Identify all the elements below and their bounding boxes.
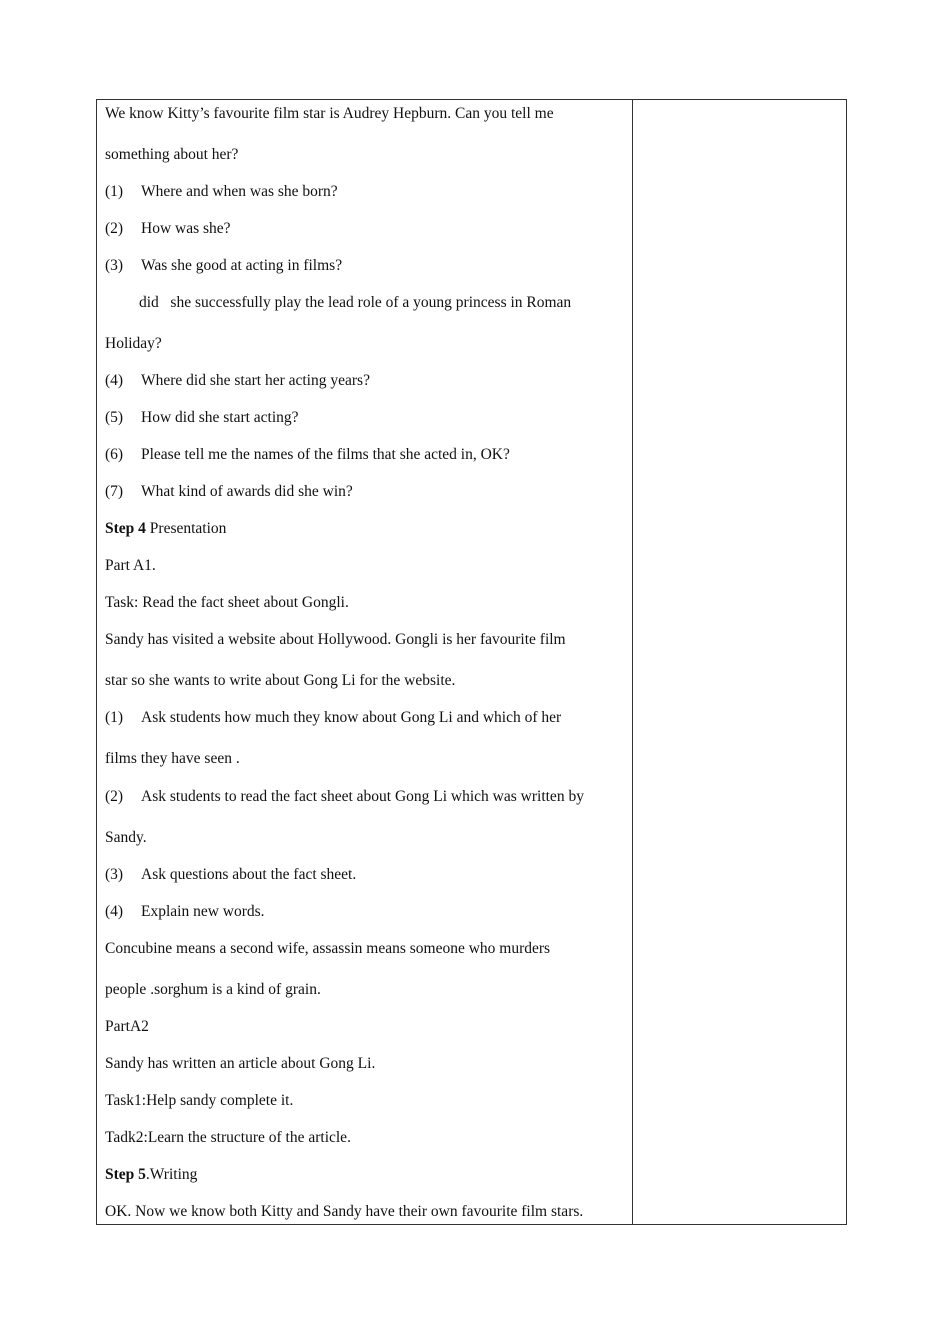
list-item — [105, 182, 338, 202]
list-text: How did she start acting? — [141, 409, 299, 426]
list-number: (4) — [105, 372, 124, 389]
step-title: Presentation — [145, 520, 227, 537]
text-line: PartA2 — [105, 1018, 149, 1035]
list-number: (2) — [105, 220, 124, 237]
list-text: Please tell me the names of the films that she acted in, OK? — [141, 446, 510, 463]
text-line: did she successfully play the lead role of a young princess in Roman — [139, 294, 572, 311]
list-item — [105, 708, 561, 728]
list-text: Ask questions about the fact sheet. — [141, 866, 357, 883]
text-line: star so she wants to write about Gong Li for the website. — [105, 672, 456, 689]
list-item — [105, 408, 299, 428]
step-label: Step 5 — [105, 1166, 146, 1183]
list-text: How was she? — [141, 220, 231, 237]
text-line: Holiday? — [105, 335, 162, 352]
text-line: Concubine means a second wife, assassin means someone who murders — [105, 940, 551, 957]
text-line: OK. Now we know both Kitty and Sandy have their own favourite film stars. — [105, 1203, 584, 1220]
list-item — [105, 219, 231, 239]
list-item — [105, 787, 584, 807]
list-item — [105, 445, 510, 465]
list-text: Explain new words. — [141, 903, 265, 920]
list-number: (4) — [105, 903, 124, 920]
text-line: Tadk2:Learn the structure of the article. — [105, 1129, 351, 1146]
list-number: (3) — [105, 257, 124, 274]
list-text: What kind of awards did she win? — [141, 483, 353, 500]
step-heading — [105, 1165, 197, 1185]
list-number: (1) — [105, 183, 124, 200]
list-item — [105, 371, 370, 391]
list-text: Was she good at acting in films? — [141, 257, 343, 274]
list-number: (7) — [105, 483, 124, 500]
step-title: .Writing — [145, 1166, 198, 1183]
text-line: something about her? — [105, 146, 239, 163]
list-text: Where did she start her acting years? — [141, 372, 370, 389]
text-line: Task: Read the fact sheet about Gongli. — [105, 594, 349, 611]
list-item — [105, 482, 353, 502]
notes-cell — [633, 100, 846, 1224]
text-line: films they have seen . — [105, 750, 240, 767]
text-line: Sandy has visited a website about Hollywood. Gongli is her favourite film — [105, 631, 566, 648]
list-number: (1) — [105, 709, 124, 726]
step-heading — [105, 519, 226, 539]
text-line: Sandy has written an article about Gong Li. — [105, 1055, 376, 1072]
list-number: (6) — [105, 446, 124, 463]
text-line: Part A1. — [105, 557, 156, 574]
text-line: We know Kitty’s favourite film star is Audrey Hepburn. Can you tell me — [105, 105, 554, 122]
step-label: Step 4 — [105, 520, 146, 537]
text-line: Sandy. — [105, 829, 147, 846]
list-item — [105, 256, 342, 276]
lesson-table — [96, 99, 847, 1225]
list-text: Ask students to read the fact sheet about Gong Li which was written by — [141, 788, 584, 805]
list-number: (3) — [105, 866, 124, 883]
list-item — [105, 902, 265, 922]
list-number: (5) — [105, 409, 124, 426]
list-number: (2) — [105, 788, 124, 805]
text-line: people .sorghum is a kind of grain. — [105, 981, 321, 998]
list-text: Where and when was she born? — [141, 183, 338, 200]
list-text: Ask students how much they know about Gong Li and which of her — [141, 709, 562, 726]
list-item — [105, 865, 356, 885]
text-line: Task1:Help sandy complete it. — [105, 1092, 294, 1109]
